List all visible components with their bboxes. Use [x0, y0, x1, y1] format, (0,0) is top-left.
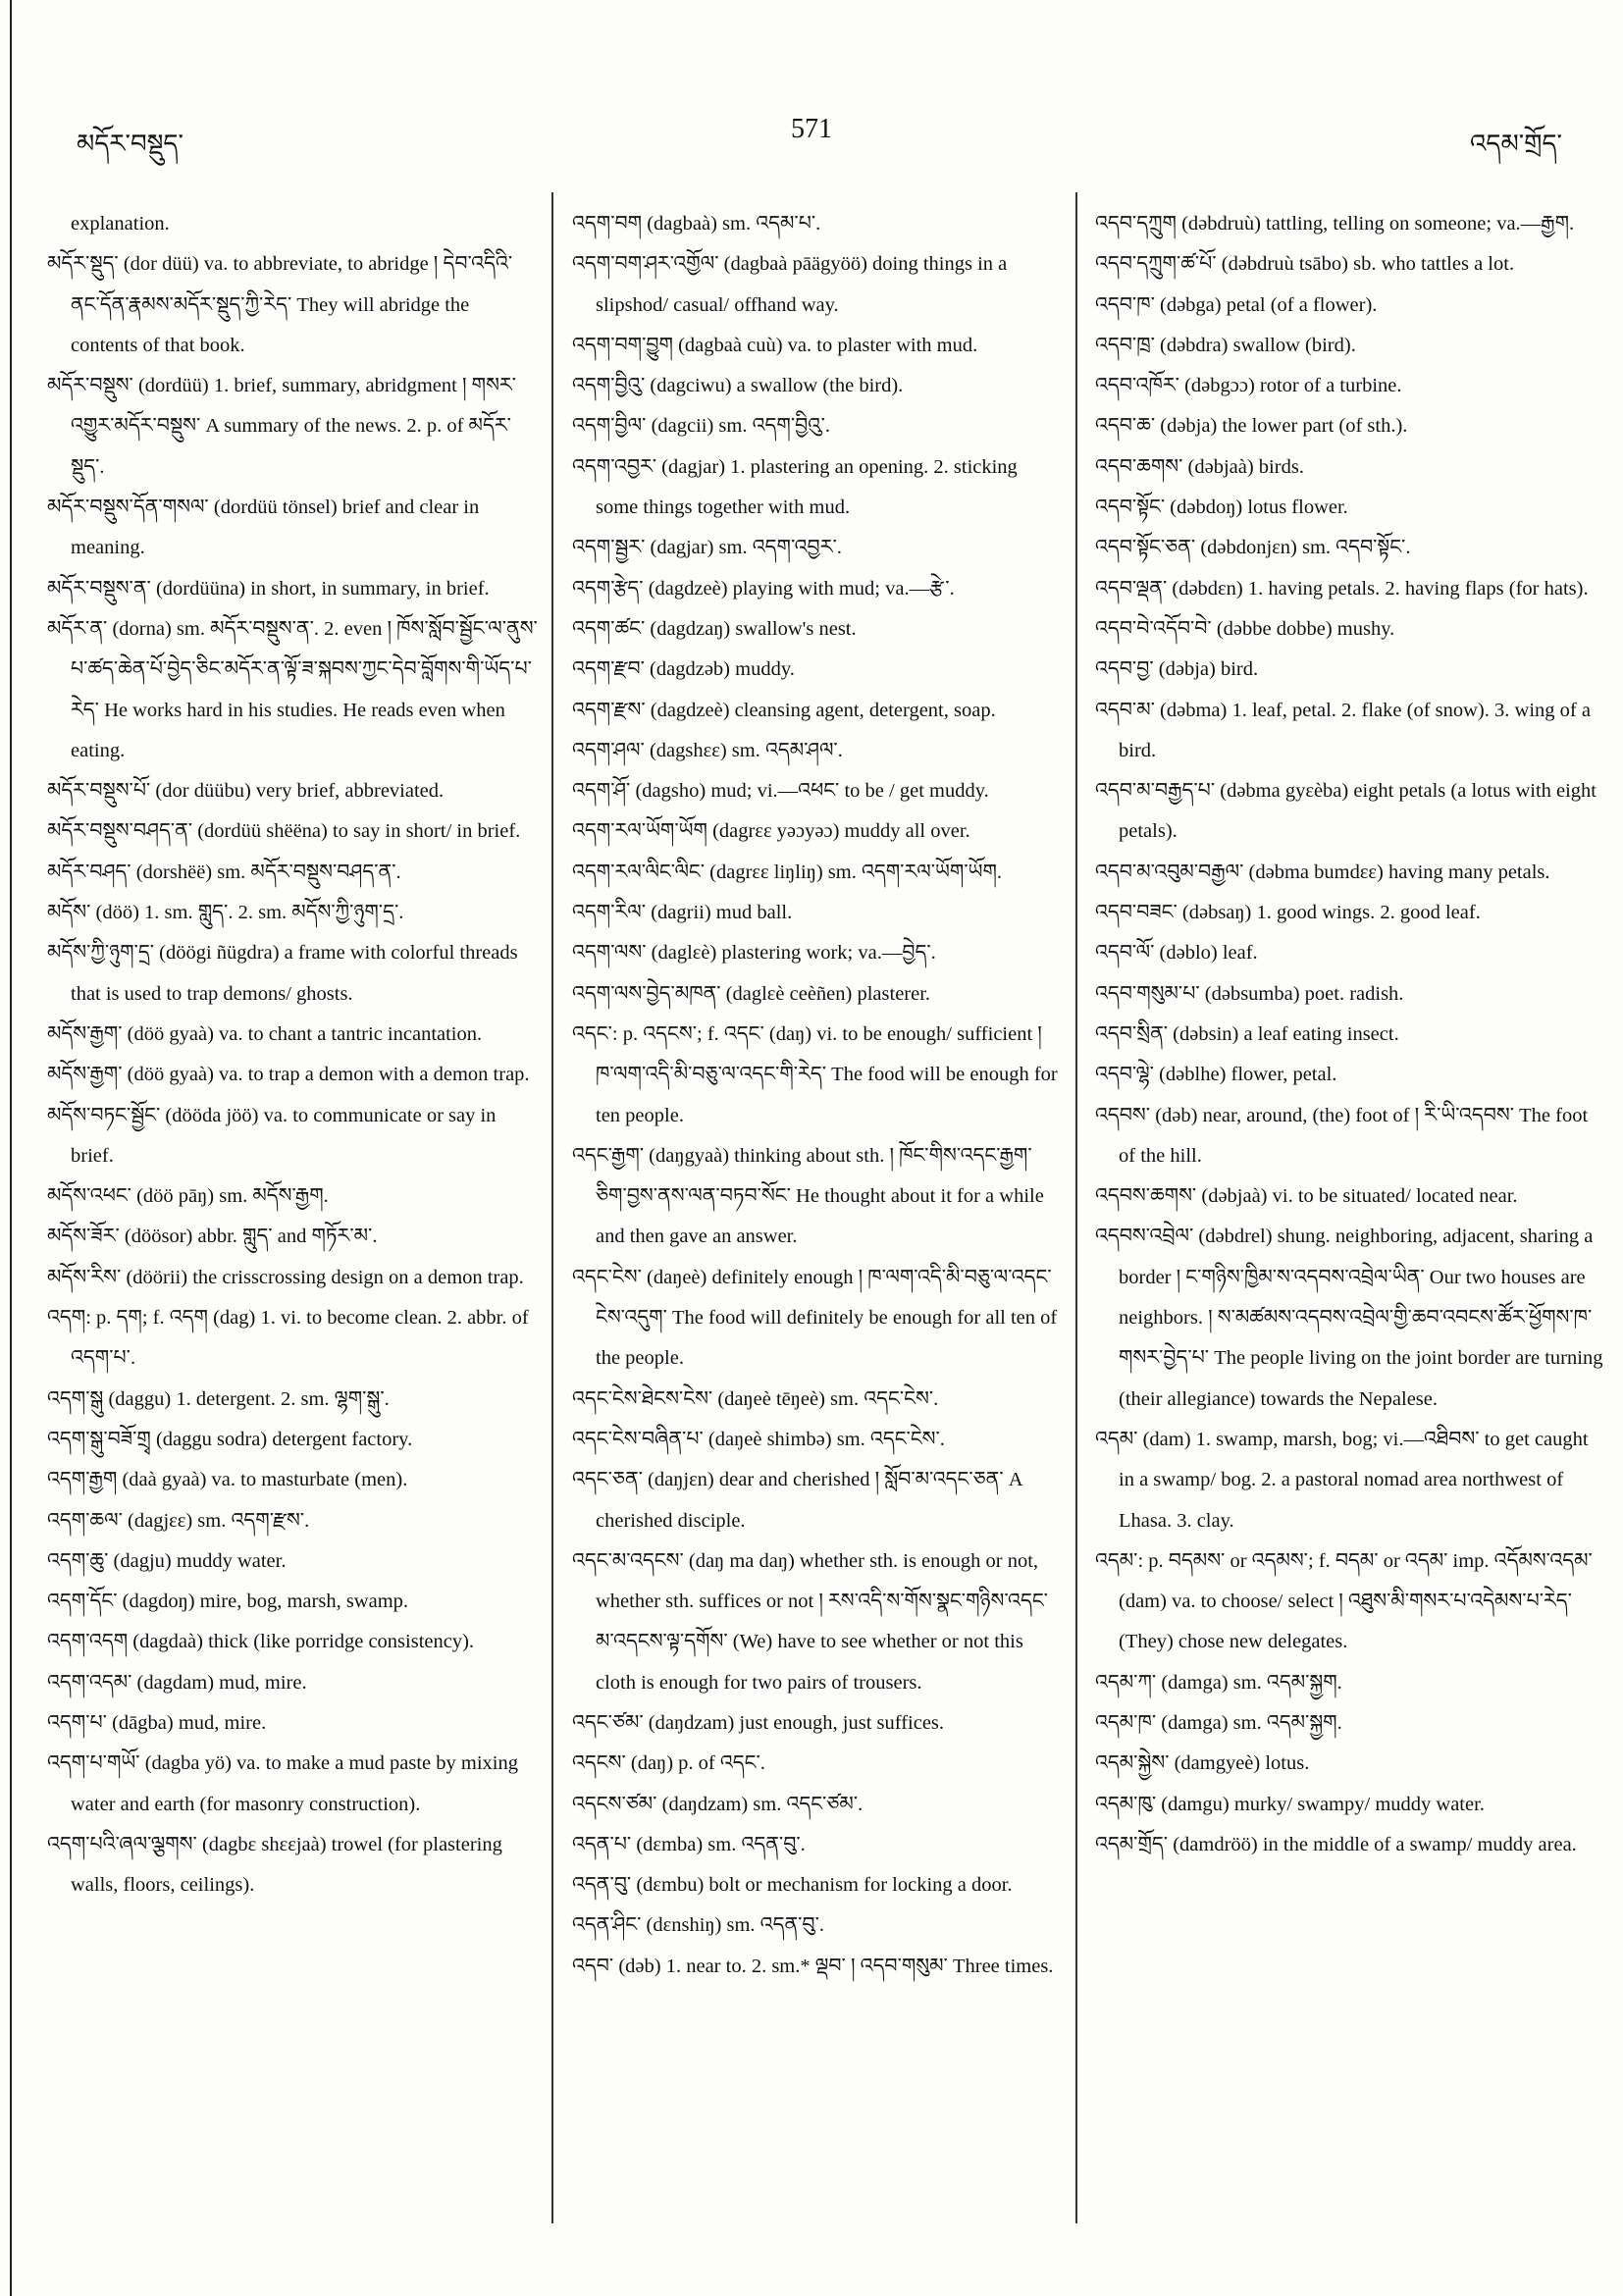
dictionary-entry: འདབ་མ་བརྒྱད་པ་ (dəbma gyεèba) eight petals (a lotus with eight petals).: [1095, 780, 1597, 843]
dictionary-entry: འདབ་བེ་འདོབ་བེ་ (dəbbe dobbe) mushy.: [1095, 617, 1395, 640]
dictionary-entry: མདོས་ (döö) 1. sm. གླུད་. 2. sm. མདོས་ཀྱི་ཉུག་དྲ་.: [47, 902, 404, 924]
dictionary-entry: འདབ་ལྷེ་ (dəblhe) flower, petal.: [1095, 1064, 1337, 1086]
left-guide-word: མདོར་བསྡུད་: [77, 130, 183, 158]
dictionary-entry: མདོར་བསྡུས་དོན་གསལ་ (dordüü tönsel) brief and clear in meaning.: [47, 496, 480, 559]
dictionary-entry: འདབ་ཁྲ་ (dəbdra) swallow (bird).: [1095, 334, 1356, 356]
dictionary-entry: འདག་ཤོ་ (dagsho) mud; vi.—འཕང་ to be / get muddy.: [572, 780, 989, 803]
dictionary-entry: འདབ་གསུམ་པ་ (dəbsumba) poet. radish.: [1095, 982, 1404, 1005]
dictionary-entry: འདབ་ཁ་ (dəbga) petal (of a flower).: [1095, 293, 1378, 316]
column-1: [47, 204, 538, 1905]
dictionary-entry: འདག་འབྱར་ (dagjar) 1. plastering an opening. 2. sticking some things together with mud.: [572, 455, 1018, 519]
dictionary-entry: འདམ་ཁ་ (damga) sm. འདམ་སྐྱག.: [1095, 1711, 1342, 1734]
dictionary-entry: འདག་ལས་བྱེད་མཁན་ (daglεè ceèñen) plasterer.: [572, 982, 931, 1005]
dictionary-entry: འདག་པ་གཡོ་ (dagba yö) va. to make a mud paste by mixing water and earth (for masonry construction).: [47, 1752, 518, 1815]
column-rule-2: [1075, 192, 1077, 2223]
dictionary-entry: མདོར་བསྡུས་ན་ (dordüüna) in short, in summary, in brief.: [47, 577, 490, 600]
dictionary-entry: འདབ་བྱ་ (dəbja) bird.: [1095, 658, 1259, 681]
dictionary-entry: འདབས་ཆགས་ (dəbjaà) vi. to be situated/ located near.: [1095, 1185, 1518, 1208]
dictionary-entry: explanation.: [71, 213, 170, 235]
dictionary-entry: འདག་པ་ (dāgba) mud, mire.: [47, 1711, 267, 1734]
dictionary-entry: འདག་བག་བྱུག (dagbaà cuù) va. to plaster with mud.: [572, 334, 978, 356]
dictionary-entry: འདག་རལ་ལིང་ལིང་ (dagrεε liŋliŋ) sm. འདག་རལ་ཡོག་ཡོག.: [572, 861, 1003, 883]
dictionary-entry: འདག་རལ་ཡོག་ཡོག (dagrεε yəɔyəɔ) muddy all over.: [572, 820, 970, 843]
dictionary-entry: འདབས་ (dəb) near, around, (the) foot of ། རི་ཡི་འདབས་ The foot of the hill.: [1095, 1104, 1589, 1167]
dictionary-entry: འདམ་ཁུ་ (damgu) murky/ swampy/ muddy water.: [1095, 1793, 1485, 1815]
dictionary-entry: མདོས་རིས་ (döörii) the crisscrossing design on a demon trap.: [47, 1266, 524, 1288]
dictionary-entry: འདག་པའི་ཞལ་ལྕགས་ (dagbε shεεjaà) trowel (for plastering walls, floors, ceilings).: [47, 1833, 502, 1897]
dictionary-entry: འདག་རྒྱག (daà gyaà) va. to masturbate (men).: [47, 1469, 408, 1491]
column-2: [572, 204, 1063, 1987]
dictionary-entry: འདམ་ (dam) 1. swamp, marsh, bog; vi.—འཐིབས་ to get caught in a swamp/ bog. 2. a pastoral nomad area northwest of Lhasa. 3. clay.: [1095, 1428, 1589, 1532]
dictionary-entry: མདོས་ཀྱི་ཉུག་དྲ་ (döögi ñügdra) a frame with colorful threads that is used to trap demons/ ghosts.: [47, 942, 518, 1005]
dictionary-entry: འདབས་འབྲེལ་ (dəbdrel) shung. neighboring, adjacent, sharing a border ། ང་གཉིས་ཁྱིམ་ས་འདབས་འབྲེལ་ཡིན་ Our two houses are neighbors. ། ས་མཚམས་འདབས་འབྲེལ་གྱི་ཆབ་འབངས་ཚོར་ཕྱོགས་ཁ་གསར་བྱེད་པ་ The people living on the joint border are turning (their allegiance) towards the Nepalese.: [1095, 1226, 1603, 1410]
page-edge-line: [10, 0, 12, 2296]
dictionary-entry: འདག་ཤལ་ (dagshεε) sm. འདམ་ཤལ་.: [572, 739, 843, 761]
dictionary-entry: མདོས་རྒྱག་ (döö gyaà) va. to trap a demon with a demon trap.: [47, 1064, 530, 1086]
dictionary-entry: འདང་ཙམ་ (daŋdzam) just enough, just suffices.: [572, 1711, 945, 1734]
dictionary-entry: འདབ་དཀྲུག་ཚ་པོ་ (dəbdruù tsābo) sb. who tattles a lot.: [1095, 253, 1515, 276]
dictionary-entry: འདག་དོང་ (dagdoŋ) mire, bog, marsh, swamp.: [47, 1591, 409, 1613]
dictionary-entry: འདང་ངེས་བཞིན་པ་ (daŋeè shimbə) sm. འདང་ངེས་.: [572, 1428, 945, 1450]
dictionary-entry: འདག་སྦྱར་ (dagjar) sm. འདག་འབྱར་.: [572, 537, 842, 559]
dictionary-entry: འདག་རྫབ་ (dagdzəb) muddy.: [572, 658, 795, 681]
dictionary-entry: འདག་ཚང་ (dagdzaŋ) swallow's nest.: [572, 617, 857, 640]
dictionary-entry: འདབ་མ་འབུམ་བརྒྱལ་ (dəbma bumdεε) having many petals.: [1095, 861, 1550, 883]
dictionary-entry: འདངས་ཙམ་ (daŋdzam) sm. འདང་ཙམ་.: [572, 1793, 864, 1815]
dictionary-entry: འདག་བྱིལ་ (dagcii) sm. འདག་བྱིའུ་.: [572, 415, 831, 438]
dictionary-entry: འདབ་དཀྲུག (dəbdruù) tattling, telling on someone; va.—རྒྱག.: [1095, 213, 1575, 235]
dictionary-entry: མདོར་བསྡུས་ (dordüü) 1. brief, summary, abridgment ། གསར་འགྱུར་མདོར་བསྡུས་ A summary of the news. 2. p. of མདོར་སྡུད་.: [47, 375, 516, 478]
dictionary-entry: འདག་འདམ་ (dagdam) mud, mire.: [47, 1671, 307, 1694]
dictionary-entry: འདང་ཅན་ (daŋjεn) dear and cherished ། སློབ་མ་འདང་ཅན་ A cherished disciple.: [572, 1469, 1022, 1532]
dictionary-entry: འདང་ངེས་ (daŋeè) definitely enough ། ཁ་ལག་འདི་མི་བཅུ་ལ་འདང་ངེས་འདུག་ The food will definitely be enough for all ten of the people.: [572, 1266, 1058, 1370]
dictionary-entry: འདག་བྱིའུ་ (dagciwu) a swallow (the bird).: [572, 375, 904, 397]
right-guide-word: འདམ་གྲོད་: [1470, 130, 1562, 158]
dictionary-entry: མདོས་བཏང་སྦྱོང་ (dööda jöö) va. to communicate or say in brief.: [47, 1104, 497, 1167]
dictionary-entry: འདག་བག་ཤར་འགྱོལ་ (dagbaà pāägyöö) doing things in a slipshod/ casual/ offhand way.: [572, 253, 1008, 316]
dictionary-entry: འདག་འདག (dagdaà) thick (like porridge consistency).: [47, 1631, 475, 1653]
column-3: [1095, 204, 1605, 1865]
dictionary-entry: མདོར་སྡུད་ (dor düü) va. to abbreviate, to abridge ། དེབ་འདིའི་ནང་དོན་རྣམས་མདོར་སྡུད་ཀྱི་རེད་ They will abridge the contents of that book.: [47, 253, 513, 356]
dictionary-entry: འདན་པ་ (dεmba) sm. འདན་བུ་.: [572, 1833, 806, 1855]
dictionary-entry: འདབ་སྲིན་ (dəbsin) a leaf eating insect.: [1095, 1022, 1399, 1045]
dictionary-entry: འདན་ཤིང་ (dεnshiŋ) sm. འདན་བུ་.: [572, 1914, 824, 1937]
dictionary-entry: འདངས་ (daŋ) p. of འདང་.: [572, 1752, 765, 1775]
dictionary-entry: འདབ་ཆ་ (dəbja) the lower part (of sth.).: [1095, 415, 1408, 438]
dictionary-entry: མདོས་འཕང་ (döö pāŋ) sm. མདོས་རྒྱག.: [47, 1185, 329, 1208]
dictionary-entry: འདག་རིལ་ (dagrii) mud ball.: [572, 902, 793, 924]
dictionary-entry: མདོར་བཤད་ (dorshëë) sm. མདོར་བསྡུས་བཤད་ན་.: [47, 861, 401, 883]
dictionary-entry: འདག་སྒུ (daggu) 1. detergent. 2. sm. ལྷག་སྒུ་.: [47, 1387, 390, 1410]
dictionary-entry: འདམ་: p. བདམས་ or འདམས་; f. བདམ་ or འདམ་ imp. འདོམས་འདམ་ (dam) va. to choose/ select ། འཐུས་མི་གསར་པ་འདེམས་པ་རེད་ (They) chose new delegates.: [1095, 1549, 1593, 1653]
dictionary-entry: མདོས་ཟོར་ (döösor) abbr. གླུད་ and གཏོར་མ་.: [47, 1226, 378, 1248]
page-number: 571: [791, 114, 832, 144]
dictionary-entry: འདབ་ལོ་ (dəblo) leaf.: [1095, 942, 1258, 965]
dictionary-entry: འདག་རྫས་ (dagdzeè) cleansing agent, detergent, soap.: [572, 699, 996, 721]
dictionary-entry: འདམ་ཀ་ (damga) sm. འདམ་སྐྱག.: [1095, 1671, 1342, 1694]
dictionary-entry: འདན་བུ་ (dεmbu) bolt or mechanism for locking a door.: [572, 1874, 1013, 1897]
dictionary-entry: འདབ་ལྡན་ (dəbdεn) 1. having petals. 2. having flaps (for hats).: [1095, 577, 1589, 600]
dictionary-entry: འདམ་སྐྱེས་ (damgyeè) lotus.: [1095, 1752, 1310, 1775]
dictionary-entry: འདམ་གྲོད་ (damdröö) in the middle of a swamp/ muddy area.: [1095, 1833, 1577, 1855]
dictionary-entry: འདང་མ་འདངས་ (daŋ ma daŋ) whether sth. is enough or not, whether sth. suffices or not ། རས་འདི་ས་གོས་སྣང་གཉིས་འདང་མ་འདངས་ལྟ་དགོས་ (We) have to see whether or not this cloth is enough for two pairs of trousers.: [572, 1549, 1048, 1694]
dictionary-entry: མདོར་ན་ (dorna) sm. མདོར་བསྡུས་ན་. 2. even ། ཁོས་སློབ་སྦྱོང་ལ་ནུས་པ་ཚད་ཆེན་པོ་བྱེད་ཅིང་མདོར་ན་ལྟོ་ཟ་སྐབས་ཀྱང་དེབ་བློགས་གི་ཡོད་པ་རེད་ He works hard in his studies. He reads even when eating.: [47, 617, 538, 761]
dictionary-entry: འདག་ཆུ་ (dagju) muddy water.: [47, 1549, 287, 1572]
dictionary-entry: འདབ་བཟང་ (dəbsaŋ) 1. good wings. 2. good leaf.: [1095, 902, 1481, 924]
column-rule-1: [551, 192, 553, 2223]
dictionary-entry: འདག་ལས་ (daglεè) plastering work; va.—བྱེད་.: [572, 942, 936, 965]
dictionary-entry: འདབ་མ་ (dəbma) 1. leaf, petal. 2. flake (of snow). 3. wing of a bird.: [1095, 699, 1591, 761]
dictionary-entry: འདང་ངེས་ཐེངས་ངེས་ (daŋeè tēŋeè) sm. འདང་ངེས་.: [572, 1387, 939, 1410]
dictionary-entry: འདང་: p. འདངས་; f. འདང་ (daŋ) vi. to be enough/ sufficient ། ཁ་ལག་འདི་མི་བཅུ་ལ་འདང་གི་རེད་ The food will be enough for ten people.: [572, 1022, 1058, 1126]
dictionary-entry: འདབ་ (dəb) 1. near to. 2. sm.* ལྡབ་ ། འདབ་གསུམ་ Three times.: [572, 1955, 1054, 1977]
dictionary-entry: འདབ་འཁོར་ (dəbgɔɔ) rotor of a turbine.: [1095, 375, 1402, 397]
dictionary-entry: མདོར་བསྡུས་བཤད་ན་ (dordüü shëëna) to say in short/ in brief.: [47, 820, 521, 843]
dictionary-entry: མདོས་རྒྱག་ (döö gyaà) va. to chant a tantric incantation.: [47, 1022, 483, 1045]
dictionary-entry: འདག་རྩེད་ (dagdzeè) playing with mud; va.—རྩེ་.: [572, 577, 955, 600]
dictionary-entry: འདག་སྒུ་བཟོ་གྲྭ (daggu sodra) detergent factory.: [47, 1428, 413, 1450]
dictionary-entry: འདག: p. དག; f. འདག (dag) 1. vi. to become clean. 2. abbr. of འདག་པ་.: [47, 1307, 529, 1370]
dictionary-entry: འདག་ཆལ་ (dagjεε) sm. འདག་རྫས་.: [47, 1509, 310, 1532]
dictionary-entry: འདག་བག (dagbaà) sm. འདམ་པ་.: [572, 213, 821, 235]
dictionary-entry: འདབ་ཆགས་ (dəbjaà) birds.: [1095, 455, 1304, 478]
dictionary-entry: འདབ་སྟོང་ཅན་ (dəbdonjεn) sm. འདབ་སྟོང་.: [1095, 537, 1411, 559]
dictionary-entry: འདང་རྒྱག་ (daŋgyaà) thinking about sth. ། ཁོང་གིས་འདང་རྒྱག་ཅིག་བྱས་ནས་ལན་བཏབ་སོང་ He thought about it for a while and then gave an answer.: [572, 1144, 1044, 1248]
dictionary-entry: མདོར་བསྡུས་པོ་ (dor düübu) very brief, abbreviated.: [47, 780, 445, 803]
dictionary-entry: འདབ་སྟོང་ (dəbdoŋ) lotus flower.: [1095, 496, 1348, 519]
